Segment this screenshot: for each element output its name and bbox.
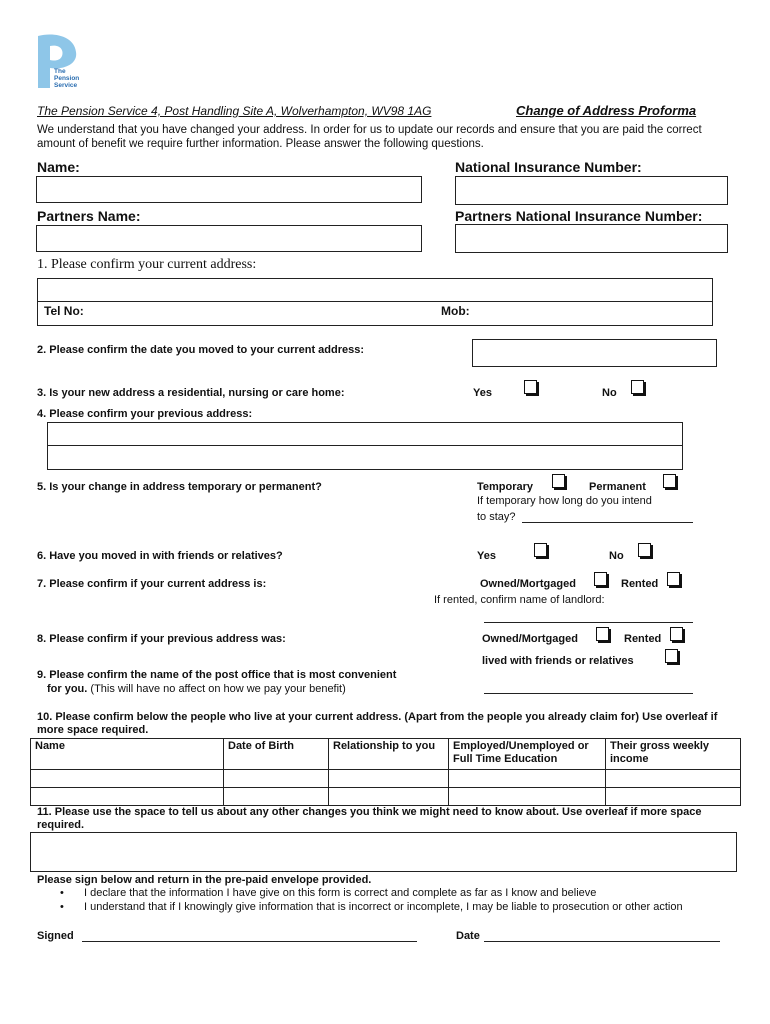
column-header: Employed/Unemployed or Full Time Education xyxy=(449,739,606,770)
nino-field[interactable] xyxy=(455,176,728,205)
declaration-bullets: • I declare that the information I have give on this form is correct and complete as far as I know and believe • I understand that if I knowingly give information that is incorrect or incomplete, I may be liable to prosecution or other action xyxy=(60,887,730,914)
logo-text: The Pension Service xyxy=(54,68,80,89)
declaration-1: I declare that the information I have give on this form is correct and complete as far as I know and believe xyxy=(84,887,597,899)
table-row[interactable] xyxy=(31,788,741,806)
q10-label: 10. Please confirm below the people who live at your current address. (Apart from the people you already claim for) Use overleaf if more space required. xyxy=(37,711,718,736)
sign-instruction: Please sign below and return in the pre-paid envelope provided. xyxy=(37,874,372,886)
q8-owned-label: Owned/Mortgaged xyxy=(482,633,578,645)
table-cell[interactable] xyxy=(329,788,449,806)
q3-yes-label: Yes xyxy=(473,387,492,399)
date-line[interactable] xyxy=(484,941,720,942)
q4-label: 4. Please confirm your previous address: xyxy=(37,408,253,420)
friends-label: lived with friends or relatives xyxy=(482,655,634,667)
table-cell[interactable] xyxy=(449,788,606,806)
tel-label: Tel No: xyxy=(44,304,84,318)
table-cell[interactable] xyxy=(606,788,741,806)
current-address-field[interactable] xyxy=(37,278,713,302)
mob-label: Mob: xyxy=(441,304,470,318)
table-cell[interactable] xyxy=(329,770,449,788)
q8-rented-checkbox[interactable] xyxy=(670,627,683,641)
table-cell[interactable] xyxy=(31,788,224,806)
q3-no-checkbox[interactable] xyxy=(631,380,644,394)
partner-name-label: Partners Name: xyxy=(37,208,141,224)
q7-rented-label: Rented xyxy=(621,578,659,590)
table-row[interactable] xyxy=(31,770,741,788)
q6-no-checkbox[interactable] xyxy=(638,543,651,557)
table-cell[interactable] xyxy=(449,770,606,788)
q7-rented-checkbox[interactable] xyxy=(667,572,680,586)
partner-name-field[interactable] xyxy=(36,225,422,252)
other-changes-field[interactable] xyxy=(30,832,737,872)
q7-label: 7. Please confirm if your current address is: xyxy=(37,578,267,590)
move-date-field[interactable] xyxy=(472,339,717,367)
q6-no-label: No xyxy=(609,550,624,562)
column-header: Relationship to you xyxy=(329,739,449,770)
q8-label: 8. Please confirm if your previous address was: xyxy=(37,633,286,645)
q7-owned-checkbox[interactable] xyxy=(594,572,607,586)
date-label: Date xyxy=(456,930,480,942)
permanent-checkbox[interactable] xyxy=(663,474,676,488)
stay-duration-line[interactable] xyxy=(522,522,693,523)
q2-label: 2. Please confirm the date you moved to your current address: xyxy=(37,344,365,356)
q6-yes-checkbox[interactable] xyxy=(534,543,547,557)
column-header: Name xyxy=(31,739,224,770)
table-header-row xyxy=(31,739,741,770)
q9-line2: for you. (This will have no affect on how we pay your benefit) xyxy=(47,683,346,695)
table-cell[interactable] xyxy=(224,788,329,806)
name-label: Name: xyxy=(37,159,80,175)
q3-no-label: No xyxy=(602,387,617,399)
q3-label: 3. Is your new address a residential, nursing or care home: xyxy=(37,387,345,399)
intro-text: We understand that you have changed your address. In order for us to update our records and ensure that you are paid the correct amount of benefit we require further information. Please answer the following questions. xyxy=(37,124,702,150)
tel-mob-row[interactable] xyxy=(37,301,713,326)
q3-yes-checkbox[interactable] xyxy=(524,380,537,394)
landlord-label: If rented, confirm name of landlord: xyxy=(434,594,605,606)
permanent-label: Permanent xyxy=(589,481,646,493)
table-cell[interactable] xyxy=(31,770,224,788)
q11-label: 11. Please use the space to tell us about any other changes you think we might need to know about. Use overleaf if more space required. xyxy=(37,806,702,831)
column-header: Their gross weekly income xyxy=(606,739,741,770)
form-title: Change of Address Proforma xyxy=(516,103,697,118)
q7-owned-label: Owned/Mortgaged xyxy=(480,578,576,590)
header-address: The Pension Service 4, Post Handling Site A, Wolverhampton, WV98 1AG xyxy=(37,104,432,118)
partner-nino-label: Partners National Insurance Number: xyxy=(455,208,703,224)
table-cell[interactable] xyxy=(606,770,741,788)
q1-label: 1. Please confirm your current address: xyxy=(37,257,257,272)
signed-label: Signed xyxy=(37,930,74,942)
household-table xyxy=(30,738,741,806)
nino-label: National Insurance Number: xyxy=(455,159,642,175)
post-office-line[interactable] xyxy=(484,693,693,694)
q8-owned-checkbox[interactable] xyxy=(596,627,609,641)
q9-label: 9. Please confirm the name of the post office that is most convenient xyxy=(37,669,397,681)
signature-line[interactable] xyxy=(82,941,417,942)
temporary-checkbox[interactable] xyxy=(552,474,565,488)
landlord-line[interactable] xyxy=(484,622,693,623)
declaration-2: I understand that if I knowingly give information that is incorrect or incomplete, I may be liable to prosecution or other action xyxy=(84,901,683,913)
name-field[interactable] xyxy=(36,176,422,203)
previous-address-line2[interactable] xyxy=(47,445,683,470)
column-header: Date of Birth xyxy=(224,739,329,770)
q8-rented-label: Rented xyxy=(624,633,662,645)
q5-label: 5. Is your change in address temporary or permanent? xyxy=(37,481,322,493)
table-cell[interactable] xyxy=(224,770,329,788)
stay-duration-label: to stay? xyxy=(477,511,516,523)
q6-yes-label: Yes xyxy=(477,550,496,562)
previous-address-line1[interactable] xyxy=(47,422,683,446)
temporary-note: If temporary how long do you intend xyxy=(477,495,652,507)
partner-nino-field[interactable] xyxy=(455,224,728,253)
temporary-label: Temporary xyxy=(477,481,534,493)
friends-checkbox[interactable] xyxy=(665,649,678,663)
q6-label: 6. Have you moved in with friends or relatives? xyxy=(37,550,283,562)
